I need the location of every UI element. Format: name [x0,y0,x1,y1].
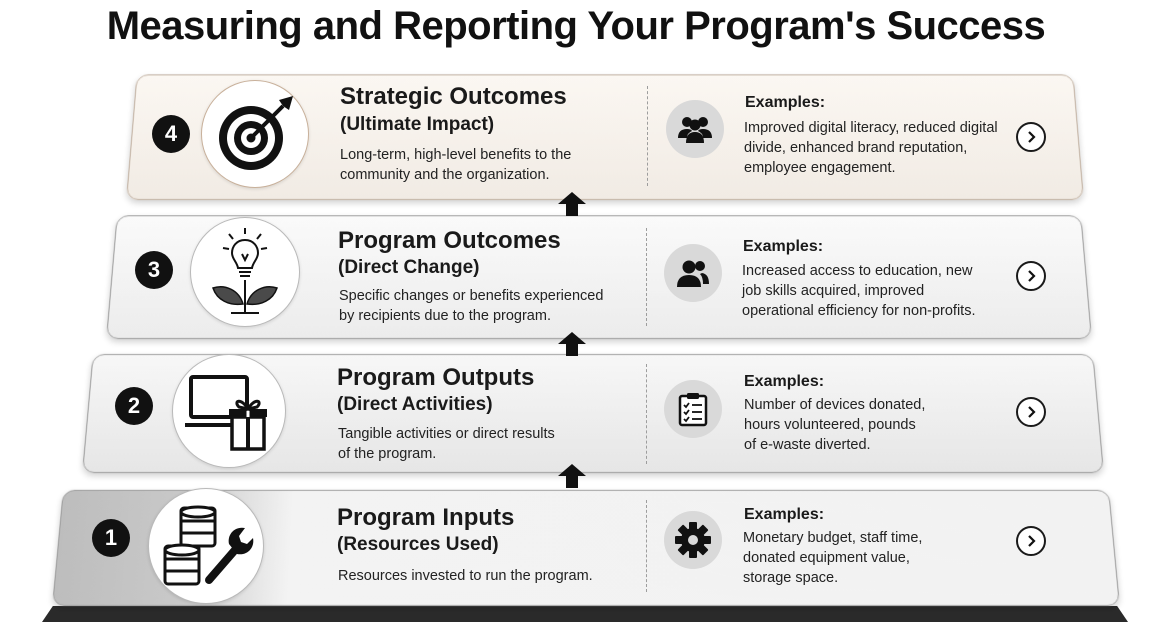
target-arrow-icon [201,80,309,188]
tier-1-number-badge: 1 [92,519,130,557]
tier-1-divider [646,500,647,592]
tier-2-number-badge: 2 [115,387,153,425]
tier-3-examples: Increased access to education, new job skills acquired, improved operational efficiency for non-profits. [742,263,976,319]
tier-3-description: Specific changes or benefits experienced by recipients due to the program. [339,288,604,324]
users-icon [664,244,722,302]
tier-1-title: Program Inputs [337,504,515,531]
tier-1-examples-label: Examples: [744,506,825,523]
tier-2-expand-button[interactable] [1016,397,1046,427]
tier-3-subtitle: (Direct Change) [338,257,480,278]
up-arrow-icon [557,331,587,357]
tier-4-number-badge: 4 [152,115,190,153]
up-arrow-icon [557,191,587,217]
tier-3-title: Program Outcomes [338,227,561,254]
tier-1-examples: Monetary budget, staff time, donated equipment value, storage space. [743,530,923,586]
tier-2-examples: Number of devices donated, hours volunteered, pounds of e-waste diverted. [744,397,926,453]
clipboard-checklist-icon [664,380,722,438]
tier-2-description: Tangible activities or direct results of the program. [338,426,555,462]
tier-4-expand-button[interactable] [1016,122,1046,152]
tier-2-subtitle: (Direct Activities) [337,394,493,415]
tier-4-title: Strategic Outcomes [340,83,567,110]
tier-1-expand-button[interactable] [1016,526,1046,556]
page-title: Measuring and Reporting Your Program's Success [106,4,1046,48]
tier-3-number-badge: 3 [135,251,173,289]
tier-4-examples-label: Examples: [745,94,826,111]
tier-3-divider [646,228,647,326]
pyramid-base [42,606,1128,622]
tier-4-examples: Improved digital literacy, reduced digital divide, enhanced brand reputation, employee engagement. [744,120,998,176]
tier-4-divider [647,86,648,186]
people-group-icon [666,100,724,158]
tier-4-subtitle: (Ultimate Impact) [340,114,495,135]
tier-3-expand-button[interactable] [1016,261,1046,291]
tier-2-divider [646,364,647,464]
chevron-right-icon [1024,405,1038,419]
coins-wrench-icon [148,488,264,604]
up-arrow-icon [557,463,587,489]
tier-2-examples-label: Examples: [744,373,825,390]
tier-3-examples-label: Examples: [743,238,824,255]
tier-2-title: Program Outputs [337,364,535,391]
tier-1-description: Resources invested to run the program. [338,568,593,584]
chevron-right-icon [1024,130,1038,144]
tier-4-description: Long-term, high-level benefits to the community and the organization. [340,147,572,183]
chevron-right-icon [1024,534,1038,548]
tier-1-subtitle: (Resources Used) [337,534,499,555]
chevron-right-icon [1024,269,1038,283]
gear-icon [664,511,722,569]
lightbulb-plant-icon [190,217,300,327]
laptop-gift-icon [172,354,286,468]
